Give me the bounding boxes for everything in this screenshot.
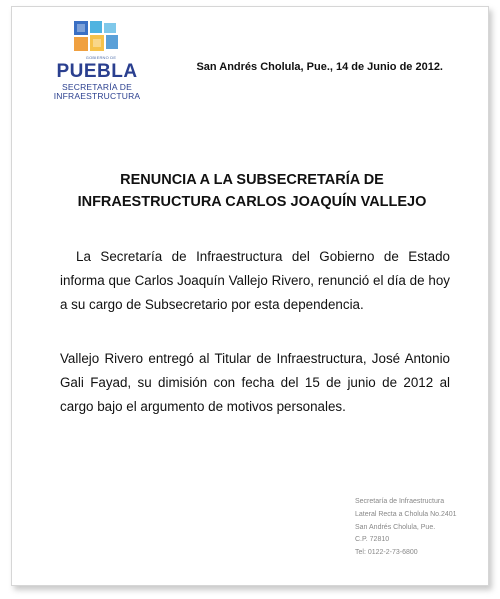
headline-line1: RENUNCIA A LA SUBSECRETARÍA DE xyxy=(120,172,384,188)
logo-blocks-icon xyxy=(74,21,120,57)
logo-subtitle-line1: SECRETARÍA DE xyxy=(62,82,132,92)
logo-name: PUEBLA xyxy=(56,61,138,82)
headline xyxy=(52,169,452,213)
document-page xyxy=(11,6,489,586)
paragraph-2: Vallejo Rivero entregó al Titular de Infraestructura, José Antonio Gali Fayad, su dimisión con fecha del 15 de junio de 2012 al cargo bajo el argumento de motivos personales. xyxy=(60,351,450,414)
footer-line: San Andrés Cholula, Pue. xyxy=(355,523,436,531)
footer-line: Secretaría de Infraestructura xyxy=(355,498,445,505)
paragraph-1: La Secretaría de Infraestructura del Gobierno de Estado informa que Carlos Joaquín Vallejo Rivero, renunció el día de hoy a su cargo de Subsecretario por esta dependencia. xyxy=(60,249,450,312)
date-line: San Andrés Cholula, Pue., 14 de Junio de 2012. xyxy=(196,61,443,73)
puebla-logo xyxy=(38,17,148,107)
logo-subtitle-line2: INFRAESTRUCTURA xyxy=(53,91,141,101)
logo-small-text: GOBIERNO DE xyxy=(85,55,117,60)
footer-line: C.P. 72810 xyxy=(355,536,390,544)
footer-line: Tel: 0122-2-73-6800 xyxy=(355,549,418,557)
logo-subtitle xyxy=(38,83,156,101)
footer-address xyxy=(355,496,457,560)
headline-line2: INFRAESTRUCTURA CARLOS JOAQUÍN VALLEJO xyxy=(77,194,427,210)
footer-line: Lateral Recta a Cholula No.2401 xyxy=(355,510,457,518)
